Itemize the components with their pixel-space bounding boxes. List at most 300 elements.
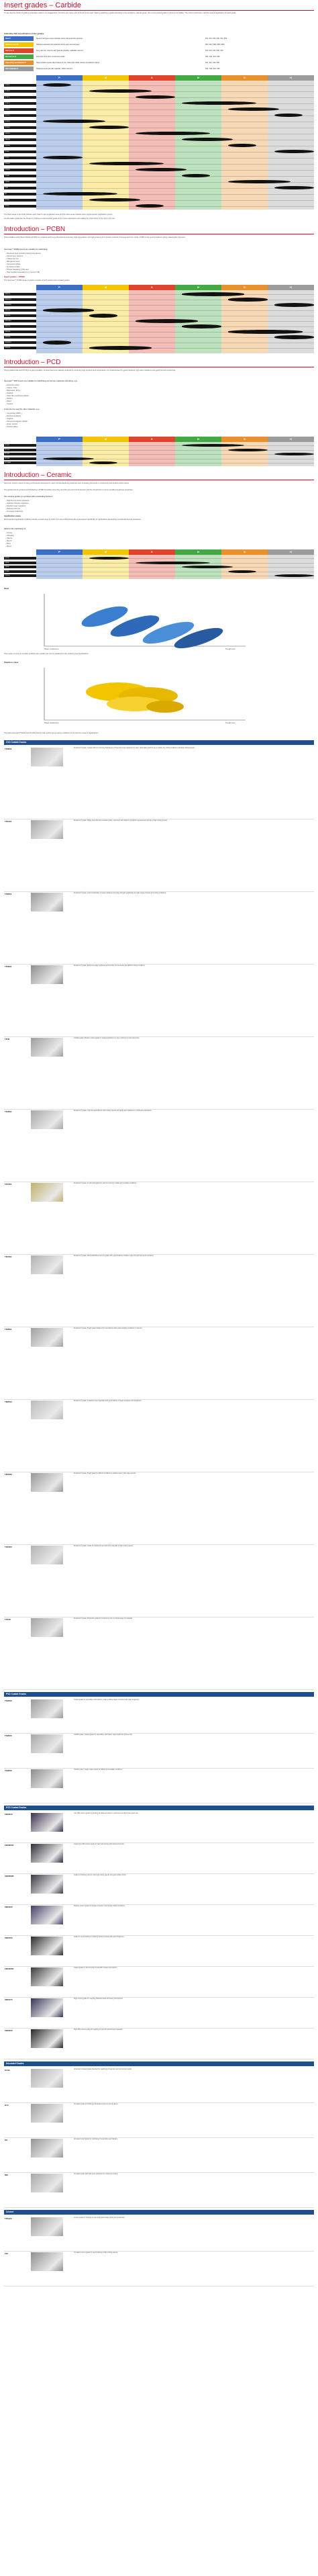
legend-iso-codes: K01, K10, K20, K30, K40 <box>205 50 223 52</box>
grade-label: CBN500 <box>4 347 36 349</box>
list-item: – Mar-M <box>5 540 12 542</box>
product-image <box>31 965 63 984</box>
product-grade-name: CM <box>5 2252 8 2255</box>
legend-row <box>4 36 314 41</box>
grade-application-mark <box>228 570 256 573</box>
product-image <box>31 1183 63 1202</box>
list-item: – Titanium alloys <box>5 426 18 428</box>
pcd-list2-title: It can also be used for other materials, e.g.: <box>4 408 40 410</box>
legend-row <box>4 60 314 65</box>
stainless-x-label: Wear resistance <box>44 721 59 724</box>
product-row <box>4 1617 314 1690</box>
product-image <box>31 1328 63 1347</box>
product-grade-name: H10 <box>5 2104 9 2106</box>
product-row <box>4 1842 314 1874</box>
product-description: Duratomic® grade. Tough grade designed for intermittent cutting and unstable conditions in cast iron. <box>74 1328 143 1329</box>
group-header: K <box>129 549 175 555</box>
list-item: – Graphite <box>5 392 13 394</box>
product-row <box>4 1254 314 1327</box>
group-header: S <box>221 285 268 290</box>
product-row <box>4 2028 314 2059</box>
grade-label: TX170 <box>4 157 36 159</box>
product-grade-name: TK1001 <box>5 1183 12 1186</box>
grade-application-mark <box>228 298 268 301</box>
grade-label: TS2000 <box>4 574 36 577</box>
pcbn-title: Introduction – PCBN <box>4 226 66 233</box>
product-image <box>31 1110 63 1129</box>
group-header: S <box>221 549 268 555</box>
product-image <box>31 1844 63 1863</box>
group-header: N <box>175 285 221 290</box>
product-row <box>4 2068 314 2103</box>
list-item: – Wood <box>5 400 11 402</box>
product-description: High content grade for roughing hardened steel and heavy interruptions. <box>74 1998 123 2000</box>
product-grade-name: CBN060K <box>5 1875 14 1877</box>
grid-line <box>36 454 314 455</box>
list-item: – Magnesium alloys <box>5 390 21 392</box>
product-image <box>31 2139 63 2158</box>
list-item: – Excellent wear resistance <box>5 505 26 507</box>
grade-label: CBN050C <box>4 298 36 301</box>
stainless-chart-svg <box>4 665 314 724</box>
product-row <box>4 819 314 892</box>
product-grade-name: TS2500 <box>5 1734 12 1737</box>
product-description: Duratomic® grade. Cast iron specialist for high cutting speeds and good wear resistance in continuous operations. <box>74 1110 152 1112</box>
product-grade-name: TK1501 <box>5 1255 12 1258</box>
ceramic-grade-chart <box>4 549 314 579</box>
product-grade-name: TP3501 <box>5 965 12 968</box>
product-section-header: Cermet <box>4 2210 314 2215</box>
group-header: M <box>83 437 129 442</box>
legend-text: Stainless austenitic and austenitic-ferritic steel and cast steel <box>36 44 80 46</box>
product-description: Grade for semi-finishing to finishing hardened steels with good toughness. <box>74 1937 125 1938</box>
stainless-y-label: Toughness <box>225 721 235 724</box>
group-column <box>221 75 268 210</box>
product-description: Coated grade for superalloys and titanium, sharp positive edges combined with edge toughness. <box>74 1699 140 1701</box>
product-description: Carbide grade. Medium coated grade for tough applications in steel, optimum in interrupted cuts. <box>74 1038 140 1039</box>
product-row <box>4 2216 314 2252</box>
carbide-intro: To say that the choice of grade is a delicate matter is no exaggeration, but there are many rules of thumb to be used. Start by selecting a grade according to the workpiece material group; the recommended grade is shown in the tables. The colours and boxes mark the area of application for each grade. <box>4 12 237 14</box>
product-description: Uncoated tough grade for machining of superalloys and titanium. <box>74 2139 118 2140</box>
steel-y-label: Toughness <box>225 648 235 650</box>
grid-line <box>36 567 314 568</box>
grade-label: TH1000 <box>4 144 36 147</box>
grade-label: PCD30 <box>4 457 36 460</box>
grade-label: THM <box>4 187 36 189</box>
product-image <box>31 1473 63 1492</box>
group-header: P <box>36 437 83 442</box>
grade-label: CBN300 <box>4 336 36 339</box>
ceramic-intro-2: The grades can be grouped and divided by a PCBN boundary since they are both pure and mixed ceramic with the introduction to some excellent toughness properties. <box>4 489 134 491</box>
list-item: – High thermal shock resistance <box>5 500 30 502</box>
list-item: – Rene <box>5 543 11 545</box>
grade-application-mark <box>89 346 152 349</box>
grade-label: CS300 <box>4 562 36 564</box>
grid-line <box>36 176 314 177</box>
list-item: – Manganese steel <box>5 261 20 263</box>
group-column <box>36 75 83 210</box>
pcd-list-title: Secomax™ PCD inserts are suitable for machining non-ferrous materials and alloys, e.g.: <box>4 380 78 382</box>
list-item: – Cemented tungsten carbide <box>5 420 28 423</box>
list-item: – Glass fibre reinforced plastics <box>5 395 29 397</box>
legend-swatch <box>4 36 34 41</box>
product-image <box>31 1699 63 1718</box>
product-description: Uncoated cermet grade for steel finishing at high cutting speeds. <box>74 2252 118 2254</box>
legend-row <box>4 66 314 71</box>
grade-label: TC430 <box>4 570 36 573</box>
list-item: – Copper, brass <box>5 387 17 389</box>
grade-label: CP500 <box>4 205 36 208</box>
product-description: Duratomic® grade. Highly heat and wear resistant grade, extremely well suited for productive general steel turning at high cutting speeds. <box>74 820 168 821</box>
product-image <box>31 2252 63 2271</box>
product-grade-name: TK2001 <box>5 1328 12 1331</box>
product-grade-name: TS3000 <box>5 1769 12 1772</box>
pcbn-intro: Polycrystalline Cubic Boron Nitride (PCBN) is a material which is synthesized at extremely high temperature and high pressure from a basic material of hexagonal boron nitride. PCBN is the second hardest cutting material after diamond. <box>4 236 186 238</box>
product-row <box>4 1327 314 1400</box>
product-row <box>4 1904 314 1936</box>
grade-label: CS100 <box>4 557 36 560</box>
legend-text: Hardened steel and cast materials, chilled cast iron <box>36 68 73 70</box>
grid-line <box>36 558 314 559</box>
product-description: Low cBN content grade for finishing of hardened steels in continuous and light interrupted cuts. <box>74 1813 139 1814</box>
product-grade-name: CBN150 <box>5 1937 13 1939</box>
grid-line <box>36 103 314 104</box>
legend-code: Steel P <box>5 38 11 40</box>
product-image <box>31 1401 63 1419</box>
product-image <box>31 1618 63 1637</box>
product-section-header: PCD Coated Grades <box>4 1806 314 1810</box>
group-header: H <box>268 437 314 442</box>
product-image <box>31 1546 63 1564</box>
legend-iso-codes: M01, M10, M20, M30, M40 <box>205 44 225 46</box>
ceramic-app-text: Most standard applications (HRSA) include a broad range of nickel, iron and cobalt based alloys developed specifically for applications demanding exceptional thermal resistance. <box>4 519 142 521</box>
product-row <box>4 1544 314 1617</box>
product-grade-name: TP2501 <box>5 893 12 895</box>
product-grade-name: TP1501 <box>5 820 12 823</box>
product-image <box>31 1967 63 1986</box>
ceramic-intro: Secomax ceramic inserts is being continuously developed to meet the manufacturing industries ever increasing demands on productivity and product performance. <box>4 482 129 484</box>
legend-text: Grey cast iron, cast iron with granular graphite, malleable cast iron <box>36 50 84 52</box>
list-item: – Inconel <box>5 532 13 534</box>
grid-line <box>36 337 314 338</box>
product-section-header: Uncoated Grades <box>4 2061 314 2066</box>
legend-swatch <box>4 60 34 65</box>
grade-application-mark <box>182 292 244 296</box>
grade-label: CBN160C <box>4 320 36 322</box>
product-image <box>31 1255 63 1274</box>
grid-line <box>36 164 314 165</box>
grid-line <box>36 445 314 446</box>
list-item: – Composites (MMC_) <box>5 412 23 414</box>
product-row <box>4 2137 314 2173</box>
product-row <box>4 1733 314 1769</box>
product-row <box>4 891 314 965</box>
grade-application-mark <box>43 308 94 312</box>
grade-label: TP0501 <box>4 84 36 87</box>
product-image <box>31 1906 63 1924</box>
grade-label: TX150 <box>4 150 36 153</box>
product-grade-name: TS2000 <box>5 1699 12 1702</box>
product-row <box>4 1399 314 1472</box>
list-item: – Waspaloy <box>5 535 14 537</box>
product-row <box>4 1812 314 1843</box>
grade-application-mark <box>43 457 94 460</box>
list-item: – Increased productivity <box>5 510 23 513</box>
list-item: – Monel <box>5 545 11 547</box>
grade-label: TK0501 <box>4 108 36 111</box>
grade-application-mark <box>228 449 268 451</box>
ceramic-app-title: Application areas <box>4 515 21 517</box>
group-header: K <box>129 285 175 290</box>
group-header: K <box>129 437 175 442</box>
product-image <box>31 748 63 766</box>
product-row <box>4 1472 314 1545</box>
grade-label: CBN170 <box>4 325 36 328</box>
product-row <box>4 2251 314 2286</box>
grade-application-mark <box>274 335 314 339</box>
product-description: High cBN content grade for roughing of cast iron and sintered materials. <box>74 2029 123 2031</box>
group-header: H <box>268 549 314 555</box>
grade-label: CBN200 <box>4 330 36 333</box>
product-row <box>4 1109 314 1182</box>
grade-label: PCD05 <box>4 444 36 447</box>
list-item: – Chilled cast iron <box>5 258 19 260</box>
ceramic-materials-title: Ideal for the machining of: <box>4 528 26 530</box>
product-row <box>4 746 314 819</box>
product-grade-name: CBN170 <box>5 1998 13 2001</box>
list-item: – Cemented carbide <box>5 263 21 265</box>
pcbn-list-title: Secomax™ PCBN inserts are suitable for machining: <box>4 249 48 251</box>
product-description: Duratomic® grade. Productive grade for continuous cuts in a broad range of materials. <box>74 1618 133 1619</box>
product-grade-name: CBN200 <box>5 2029 13 2032</box>
legend-code: Hard materials H <box>5 68 19 70</box>
product-image <box>31 2174 63 2192</box>
legend-text: Steels of all types except stainless steels with austenitic structure <box>36 38 83 40</box>
grade-label: TP1501 <box>4 90 36 93</box>
product-description: Medium content grade for hardened steels in interrupted cutting conditions. <box>74 1906 125 1907</box>
grade-label: PCD30M <box>4 461 36 464</box>
product-grade-name: CBN010 <box>5 1813 13 1816</box>
product-grade-name: CBN050C <box>5 1844 14 1847</box>
grid-line <box>36 188 314 189</box>
product-row <box>4 1966 314 1998</box>
steel-chart-label: Steel <box>4 587 9 590</box>
grade-application-mark <box>89 314 117 317</box>
grid-line <box>36 97 314 98</box>
product-row <box>4 2172 314 2208</box>
grade-application-mark <box>136 562 209 564</box>
product-row <box>4 1036 314 1110</box>
grade-label: PCD20 <box>4 453 36 455</box>
product-row <box>4 1935 314 1967</box>
product-image <box>31 2069 63 2088</box>
group-header: S <box>221 437 268 442</box>
grade-label: TS2500 <box>4 169 36 171</box>
product-image <box>31 1937 63 1955</box>
list-item: – Reduced tool cost <box>5 508 21 510</box>
legend-iso-codes: H01, H10, H20, H30 <box>205 68 220 70</box>
product-grade-name: TM4000 <box>5 1473 13 1476</box>
grade-application-mark <box>228 330 302 333</box>
steel-x-label: Wear resistance <box>44 648 59 650</box>
group-header: H <box>268 285 314 290</box>
product-image <box>31 1875 63 1894</box>
legend-row <box>4 48 314 53</box>
product-grade-name: TP1020 <box>5 2217 12 2220</box>
legend-code: Non-ferrous N <box>5 56 17 58</box>
carbide-note-2: An alternative grade can be chosen by finding a recommended grade for the same application and reading the chart either to the right or the left. <box>4 218 115 220</box>
grid-line <box>36 85 314 86</box>
product-description: Universal uncoated grade intended for machining of cast iron and non-ferrous metals. <box>74 2069 132 2070</box>
group-header: M <box>83 549 129 555</box>
product-image <box>31 1813 63 1832</box>
pcd-intro: Polycrystalline Diamond (PCD) is a polycrystalline, sintered diamond material produced by extremely high pressure and temperature. It is characterised by great hardness, high wear resistance and good thermal conductivity. <box>4 369 176 371</box>
grade-label: CBN100 <box>4 309 36 312</box>
list-item: – Ceramic <box>5 403 13 405</box>
product-description: Duratomic® grade. Tough grade for difficult conditions in stainless steel, high edge security. <box>74 1473 136 1474</box>
steel-chart <box>4 591 314 650</box>
grade-application-mark <box>274 303 314 306</box>
legend-row <box>4 54 314 59</box>
legend-iso-codes: S01, S10, S20, S30 <box>205 62 219 64</box>
legend-swatch <box>4 54 34 59</box>
stainless-chart-label: Stainless steel <box>4 661 18 664</box>
legend-iso-codes: N01, N10, N20, N30 <box>205 56 220 58</box>
product-image <box>31 1998 63 2017</box>
grade-label: CBN060K <box>4 304 36 306</box>
product-grade-name: TX150 <box>5 1618 11 1621</box>
grid-line <box>36 326 314 327</box>
group-header: P <box>36 549 83 555</box>
product-grade-name: 890 <box>5 2174 9 2176</box>
grade-label: T250M <box>4 175 36 177</box>
legend-swatch <box>4 42 34 47</box>
grade-label: CBN010 <box>4 293 36 296</box>
product-image <box>31 2029 63 2048</box>
list-item: – Powder Metallurgy (PM) steel <box>5 269 29 271</box>
product-row <box>4 964 314 1037</box>
grade-label: CP200 <box>4 199 36 202</box>
product-grade-name: CBN160C <box>5 1967 14 1970</box>
product-description: Uncoated grade with high wear resistance for continuous cutting. <box>74 2174 118 2175</box>
ceramic-note-2: The well-connected TS4100 and TH1000 has the high performance cutting conditions in the cast iron range of applications. <box>4 732 99 734</box>
grade-label: TM4000 <box>4 138 36 141</box>
legend-swatch <box>4 48 34 53</box>
product-description: Duratomic® grade. Good combination of wear resistance and edge strength, applicable to a wide range of steels and cutting conditions. <box>74 893 166 894</box>
product-section-header: PVD Coated Grades <box>4 1692 314 1697</box>
grid-line <box>36 91 314 92</box>
list-item: – Heat resistant superalloys (e.g. Inconel 718) <box>5 271 40 273</box>
product-description: Duratomic® grade. A grade with an extremely high degree of heat and wear resistance for steel, particularly good for use in stable, dry cutting conditions with high cutting speeds. <box>74 748 195 749</box>
grid-line <box>36 294 314 295</box>
product-grade-name: TP0501 <box>5 748 12 750</box>
product-image <box>31 2104 63 2123</box>
product-description: Carbide grade. Tough coated grade for difficult and unstable conditions. <box>74 1769 123 1771</box>
product-section-header: CVD Coated Grades <box>4 740 314 745</box>
grade-label: T350M <box>4 181 36 183</box>
group-header: P <box>36 75 83 81</box>
list-item: – Aluminium alloys <box>5 384 19 386</box>
product-grade-name: CBN100 <box>5 1906 13 1908</box>
group-header: N <box>175 75 221 81</box>
legend-code: Cast iron K <box>5 50 14 52</box>
pcbn-insert-text: The Secomax™ PCBN range of grades consists of both coated and uncoated grades. <box>4 279 70 281</box>
product-description: Duratomic® grade. An all-round grade for cast iron turning in stable and unstable conditions. <box>74 1183 137 1184</box>
grade-label: CBN150 <box>4 314 36 317</box>
grade-label: CBN400C <box>4 341 36 344</box>
legend-iso-codes: P01, P10, P20, P30, P40, P50 <box>205 38 227 40</box>
carbide-title: Insert grades – Carbide <box>4 1 81 9</box>
grade-application-mark <box>136 319 198 322</box>
steel-chart-svg <box>4 591 314 650</box>
product-image <box>31 893 63 912</box>
grade-label: TK1001 <box>4 114 36 117</box>
group-column <box>175 75 221 210</box>
grade-application-mark <box>182 324 221 328</box>
pcd-title: Introduction – PCD <box>4 359 61 366</box>
ceramic-title: Introduction – Ceramic <box>4 472 72 479</box>
product-image <box>31 1769 63 1788</box>
grade-label: TP2501 <box>4 96 36 99</box>
grade-label: PCD10 <box>4 449 36 451</box>
product-image <box>31 1038 63 1057</box>
stainless-chart <box>4 665 314 724</box>
group-column <box>83 75 129 210</box>
list-item: – Green ceramic <box>5 423 18 425</box>
product-description: Duratomic® grade. Well-established cast iron grade with a good balance between edge strength and wear resistance. <box>74 1255 154 1257</box>
product-grade-name: TH1000 <box>5 1546 12 1548</box>
grid-line <box>36 348 314 349</box>
product-description: Coated low cBN content grade for hard part turning with improved tool life. <box>74 1844 125 1845</box>
grade-label: TM2501 <box>4 132 36 135</box>
product-row <box>4 1698 314 1734</box>
legend-code: Stainless steel M <box>5 44 19 46</box>
grade-label: HX <box>4 193 36 195</box>
legend-code: Superalloys and titanium S <box>5 62 26 64</box>
legend-text: Aluminium and other non-ferrous metals <box>36 56 65 58</box>
pcbn-insert-title: Insert grades – PCBN <box>4 275 25 278</box>
list-item: – Optimized fracture toughness <box>5 502 29 504</box>
grid-line <box>36 200 314 201</box>
list-item: – Powder grey cast iron <box>5 255 23 257</box>
group-header: H <box>268 75 314 81</box>
group-header: N <box>175 549 221 555</box>
product-row <box>4 1873 314 1905</box>
product-grade-name: HX <box>5 2139 8 2141</box>
list-item: – Plastics <box>5 398 13 400</box>
product-row <box>4 1182 314 1255</box>
grade-label: TK2001 <box>4 126 36 129</box>
ceramic-list-title: The ceramic grades in a product with outstanding features: <box>4 496 54 498</box>
legend-swatch <box>4 66 34 71</box>
grid-line <box>36 206 314 207</box>
product-description: Cermet grade for finishing of steel with good surface finish and productivity. <box>74 2217 125 2219</box>
group-header: S <box>221 75 268 81</box>
grade-application-mark <box>43 341 70 344</box>
grade-label: TS2000 <box>4 163 36 165</box>
product-description: Uncoated grade for finishing of aluminium and non-ferrous alloys. <box>74 2104 119 2105</box>
carbide-note: The black areas in the chart indicate each insert's main application area and the white areas indicate other supplementary application groups. <box>4 214 113 216</box>
list-item: – Graphite <box>5 418 13 420</box>
product-grade-name: TK0501 <box>5 1110 12 1113</box>
stainless-grade-ellipse <box>146 701 184 713</box>
product-description: Duratomic® grade. Enhanced edge toughness and security for interrupted and difficult cutting conditions. <box>74 965 146 967</box>
list-item: – Haynes <box>5 537 13 539</box>
product-description: Duratomic® grade. A stainless steel specialist with good balance of wear resistance and toughness. <box>74 1401 142 1402</box>
list-item: – Fe-based surface <box>5 266 20 268</box>
product-description: Duratomic® grade. Grade for hardened steel and hard materials at high cutting speeds. <box>74 1546 134 1547</box>
carbide-grade-chart <box>4 75 314 210</box>
